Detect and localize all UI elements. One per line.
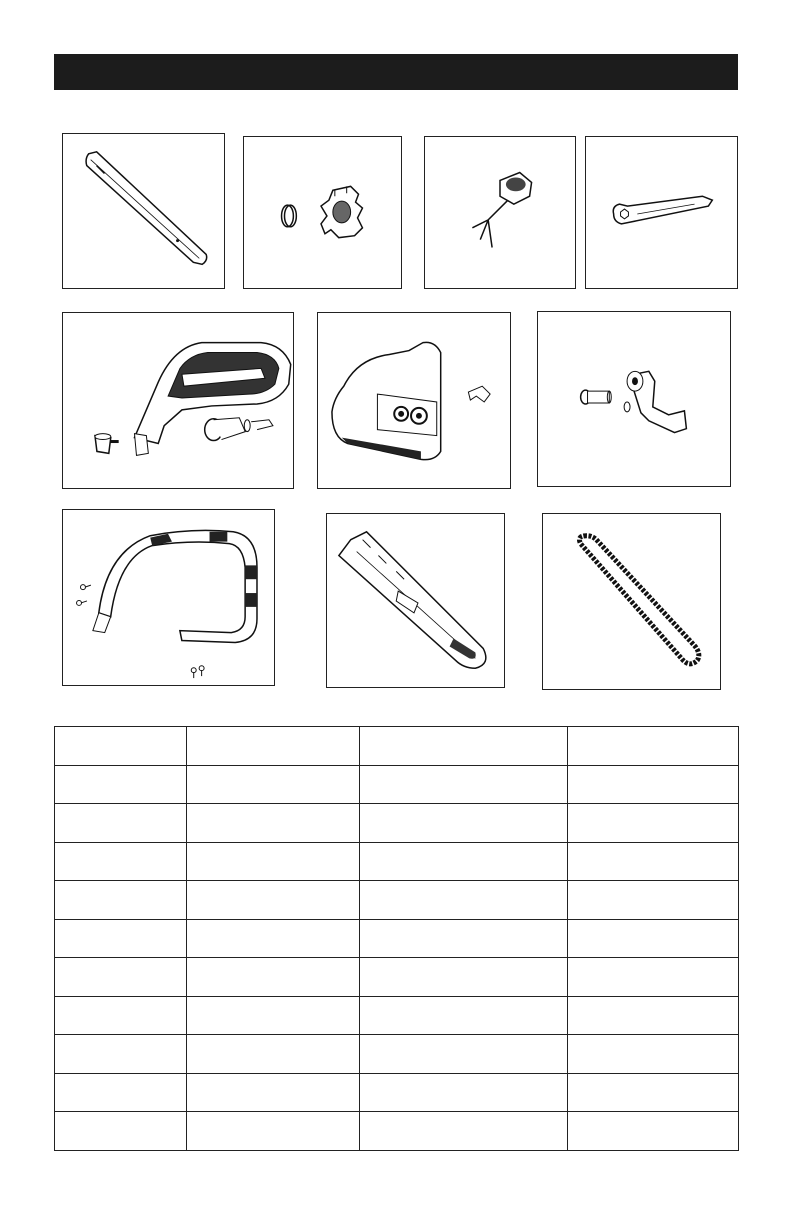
front-handle-icon [63, 510, 274, 685]
table-cell [568, 765, 739, 804]
oil-cap-panel [424, 136, 576, 289]
table-cell [187, 727, 360, 766]
rear-handle-panel [62, 312, 294, 489]
guide-bar-panel [62, 133, 225, 289]
table-cell [568, 1112, 739, 1151]
saw-chain-icon [543, 514, 720, 689]
table-cell [568, 919, 739, 958]
section-header-bar [54, 54, 738, 90]
table-cell [360, 1035, 568, 1074]
table-row [55, 842, 739, 881]
table-cell [568, 1035, 739, 1074]
table-cell [568, 881, 739, 920]
table-cell [55, 881, 187, 920]
table-row [55, 958, 739, 997]
table-cell [360, 1073, 568, 1112]
table-cell [360, 958, 568, 997]
chain-tensioner-panel [537, 311, 731, 487]
table-cell [55, 958, 187, 997]
sprocket-icon [244, 137, 401, 288]
bar-cover-panel [326, 513, 505, 688]
table-cell [360, 919, 568, 958]
bar-cover-icon [327, 514, 504, 687]
table-cell [360, 727, 568, 766]
table-row [55, 727, 739, 766]
table-cell [568, 727, 739, 766]
table-cell [55, 727, 187, 766]
bar-wrench-panel [585, 136, 738, 289]
oil-cap-icon [425, 137, 575, 288]
bar-wrench-icon [586, 137, 737, 288]
side-cover-panel [317, 312, 511, 489]
table-cell [568, 1073, 739, 1112]
table-cell [55, 919, 187, 958]
chain-tensioner-icon [538, 312, 730, 486]
table-cell [568, 842, 739, 881]
table-row [55, 919, 739, 958]
table-cell [360, 881, 568, 920]
table-row [55, 765, 739, 804]
table-cell [187, 919, 360, 958]
rear-handle-icon [63, 313, 293, 488]
table-cell [187, 1035, 360, 1074]
guide-bar-icon [63, 134, 224, 288]
table-cell [187, 881, 360, 920]
table-row [55, 881, 739, 920]
table-cell [360, 765, 568, 804]
table-cell [187, 765, 360, 804]
table-cell [187, 958, 360, 997]
front-handle-panel [62, 509, 275, 686]
table-cell [360, 842, 568, 881]
table-cell [55, 804, 187, 843]
table-cell [360, 996, 568, 1035]
table-row [55, 804, 739, 843]
table-row [55, 1073, 739, 1112]
table-cell [55, 1112, 187, 1151]
table-cell [568, 996, 739, 1035]
table-cell [187, 842, 360, 881]
saw-chain-panel [542, 513, 721, 690]
table-cell [55, 765, 187, 804]
table-cell [568, 958, 739, 997]
table-cell [187, 996, 360, 1035]
table-cell [187, 1112, 360, 1151]
table-cell [55, 842, 187, 881]
table-cell [55, 1035, 187, 1074]
table-cell [55, 1073, 187, 1112]
sprocket-panel [243, 136, 402, 289]
table-cell [360, 1112, 568, 1151]
table-row [55, 1112, 739, 1151]
table-row [55, 1035, 739, 1074]
table-row [55, 996, 739, 1035]
parts-list-table [54, 726, 739, 1151]
table-cell [187, 804, 360, 843]
table-cell [568, 804, 739, 843]
table-cell [187, 1073, 360, 1112]
side-cover-icon [318, 313, 510, 488]
table-cell [55, 996, 187, 1035]
table-cell [360, 804, 568, 843]
